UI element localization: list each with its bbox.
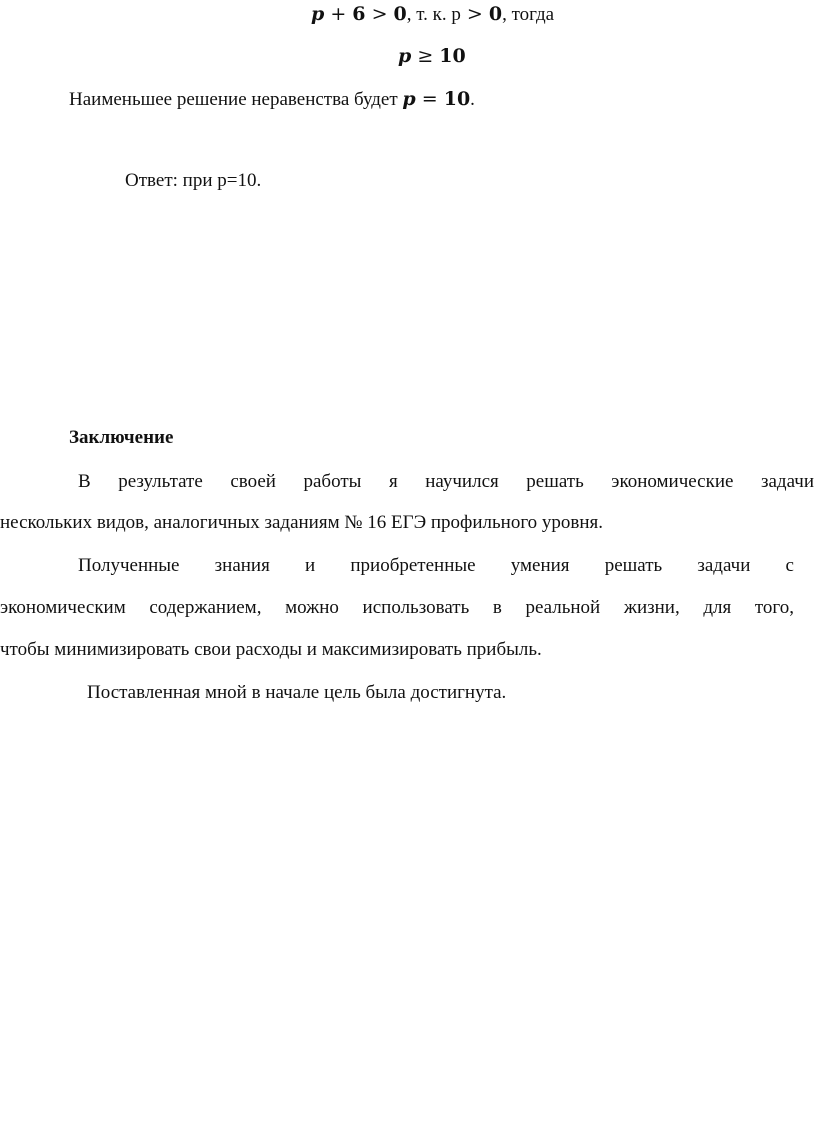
math-line-result	[398, 47, 466, 66]
conclusion-paragraph-2-line-2: экономическим содержанием, можно использовать в реальной жизни, для того,	[0, 597, 794, 618]
math-variable-p-result: p	[398, 45, 412, 67]
math-number-six: 6	[352, 3, 366, 25]
math-number-zero-2: 0	[488, 3, 503, 25]
conclusion-paragraph-2-line-1: Полученные знания и приобретенные умения решать задачи с	[78, 555, 794, 576]
math-variable-p: p	[311, 3, 325, 25]
least-solution-statement	[69, 90, 475, 109]
math-greater-than: >	[365, 3, 394, 25]
math-plus: +	[324, 3, 353, 25]
math-number-ten: 10	[439, 45, 466, 67]
conclusion-paragraph-1-line-1: В результате своей работы я научился решать экономические задачи	[78, 471, 814, 492]
statement-variable-p: p	[402, 88, 416, 110]
statement-number-ten: 10	[443, 88, 471, 110]
math-number-zero: 0	[393, 3, 407, 25]
statement-equals: =	[415, 88, 444, 110]
conclusion-paragraph-2-line-3: чтобы минимизировать свои расходы и максимизировать прибыль.	[0, 639, 542, 660]
math-greater-or-equal: ≥	[411, 45, 440, 67]
statement-period: .	[470, 89, 475, 110]
statement-text: Наименьшее решение неравенства будет	[69, 89, 403, 110]
answer-line: Ответ: при р=10.	[125, 170, 262, 191]
math-greater-than-2: >	[460, 3, 489, 25]
conclusion-paragraph-3: Поставленная мной в начале цель была достигнута.	[87, 682, 507, 703]
conclusion-paragraph-1-line-2: нескольких видов, аналогичных заданиям № 16 ЕГЭ профильного уровня.	[0, 512, 604, 533]
math-line-condition	[311, 5, 554, 24]
math-condition-text: , т. к. р	[406, 4, 461, 25]
math-condition-tail: , тогда	[502, 4, 555, 25]
conclusion-heading: Заключение	[69, 427, 174, 448]
